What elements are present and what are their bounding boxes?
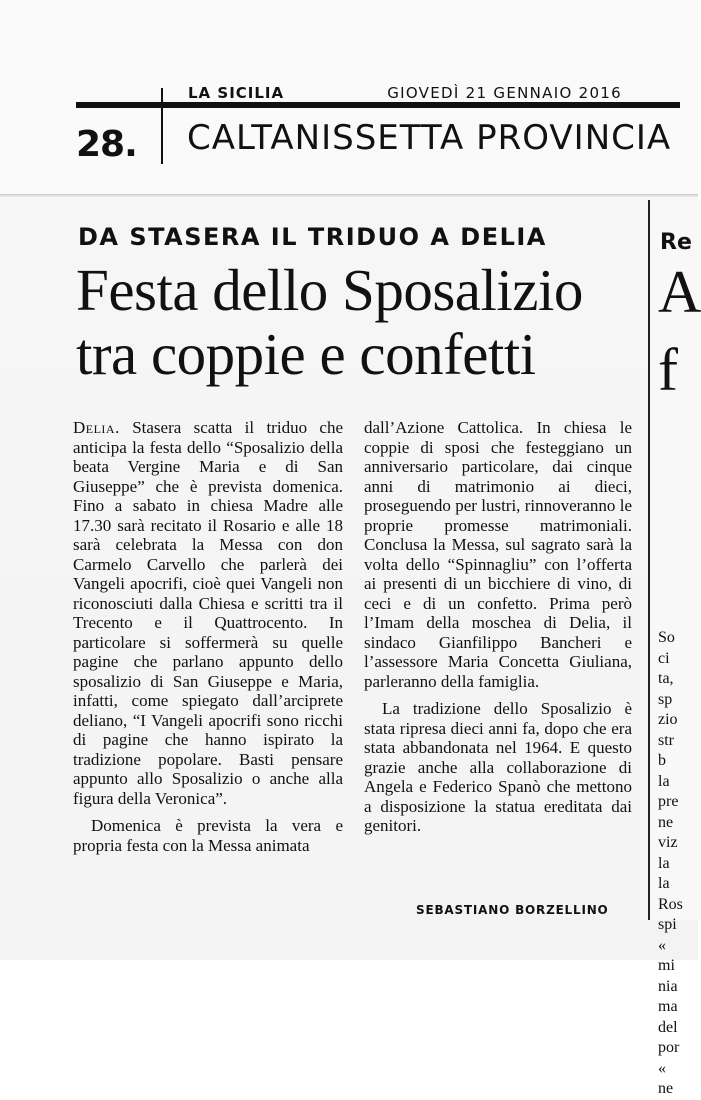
- adjacent-text-line: ci: [658, 649, 670, 667]
- adjacent-text-line: la: [658, 772, 670, 790]
- adjacent-kicker: Re: [660, 230, 692, 255]
- newspaper-name: LA SICILIA: [188, 84, 285, 102]
- adjacent-text-line: zio: [658, 711, 678, 728]
- adjacent-text-line: sp: [658, 690, 673, 708]
- issue-date: GIOVEDÌ 21 GENNAIO 2016: [387, 84, 622, 102]
- adjacent-text-line: «: [658, 1059, 666, 1077]
- adjacent-headline-glyph-2: f: [658, 337, 678, 403]
- article-headline: [76, 258, 646, 386]
- column-1-paragraph-1: [73, 418, 343, 808]
- adjacent-text-line: So: [658, 629, 675, 646]
- adjacent-text-line: ne: [658, 1080, 674, 1097]
- article-column-2: [364, 418, 632, 836]
- adjacent-headline-glyph-1: A: [658, 259, 701, 325]
- adjacent-text-line: nia: [658, 977, 678, 995]
- adjacent-text-line: pre: [658, 793, 679, 810]
- column-1-text-1: Stasera scatta il triduo che anticipa la festa dello “Sposalizio della beata Vergine Maria e di San Giuseppe” che è prevista domenica. Fino a sabato in chiesa Madre alle 17.30 sarà recitato il Rosario e alle 18 sarà celebrata la Messa con don Carmelo Carvello che parlerà dei Vangeli apocrifi, cioè quei Vangeli non riconosciuti dalla Chiesa e scritti tra il Trecento e il Quattrocento. In particolare si soffermerà su quelle pagine che parlano appunto dello sposalizio di San Giuseppe e Maria, infatti, come spiegato dall’arciprete deliano, “I Vangeli apocrifi sono ricchi di pagine che hanno ispirato la tradizione popolare. Basti pensare appunto allo Sposalizio o anche alla figura della Veronica”.: [73, 418, 343, 808]
- adjacent-article-fragment: [648, 200, 701, 1097]
- adjacent-text-line: la: [658, 875, 670, 892]
- adjacent-text-line: b: [658, 752, 666, 769]
- adjacent-text-line: del: [658, 1018, 678, 1036]
- section-title: CALTANISSETTA PROVINCIA: [187, 118, 672, 158]
- adjacent-text-line: Ros: [658, 895, 683, 913]
- article-kicker: DA STASERA IL TRIDUO A DELIA: [78, 223, 547, 251]
- masthead-divider: [161, 88, 163, 164]
- headline-line-2: tra coppie e confetti: [76, 321, 536, 387]
- adjacent-text-line: str: [658, 731, 674, 749]
- headline-line-1: Festa dello Sposalizio: [76, 257, 583, 323]
- adjacent-text-line: ta,: [658, 670, 674, 687]
- adjacent-text-line: spi: [658, 916, 677, 933]
- page-number: 28.: [76, 124, 137, 165]
- article-byline: SEBASTIANO BORZELLINO: [416, 903, 609, 917]
- adjacent-text-line: ma: [658, 998, 678, 1015]
- adjacent-text-line: por: [658, 1039, 680, 1056]
- adjacent-text-line: la: [658, 854, 670, 872]
- adjacent-text-line: mi: [658, 957, 675, 974]
- article-column-1: [73, 418, 343, 855]
- adjacent-text-line: viz: [658, 834, 678, 851]
- column-2-paragraph-1: dall’Azione Cattolica. In chiesa le coppie di sposi che festeggiano un anniversario particolare, dai cinque anni di matrimonio ai dieci, proseguendo per lustri, rinnoveranno le proprie promesse matrimoniali. Conclusa la Messa, sul sagrato sarà la volta dello “Spinnagliu” con l’offerta ai presenti di un bicchiere di vino, di ceci e di un confetto. Prima però l’Imam della moschea di Delia, il sindaco Gianfilippo Bancheri e l’assessore Maria Concetta Giuliana, parleranno della famiglia.: [364, 418, 632, 691]
- masthead-rule: [76, 102, 680, 108]
- adjacent-text-line: «: [658, 936, 666, 954]
- column-2-paragraph-2: La tradizione dello Sposalizio è stata ripresa dieci anni fa, dopo che era stata abbandonata nel 1964. E questo grazie anche alla collaborazione di Angela e Federico Spanò che mettono a disposizione la statua ereditata dai genitori.: [364, 699, 632, 835]
- dateline: Delia.: [73, 418, 120, 437]
- column-1-paragraph-2: Domenica è prevista la vera e propria festa con la Messa animata: [73, 816, 343, 855]
- adjacent-text-line: ne: [658, 813, 674, 831]
- adjacent-text-lines: [658, 628, 683, 1100]
- clipping-edge: [0, 194, 698, 197]
